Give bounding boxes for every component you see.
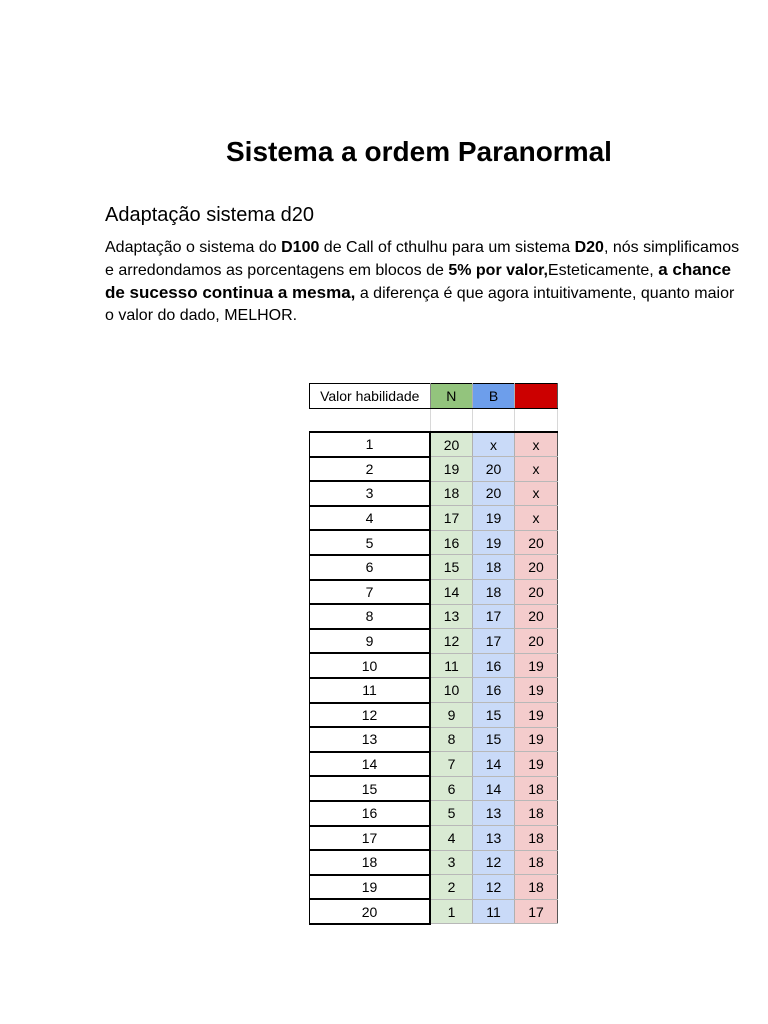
table-row [310, 703, 558, 728]
para-bold-emphasis: a chance de sucesso continua a mesma, [105, 260, 731, 302]
cell-n: 17 [430, 506, 473, 531]
cell-n: 16 [430, 530, 473, 555]
cell-n: 6 [430, 776, 473, 801]
table-row [310, 629, 558, 654]
table-row [310, 653, 558, 678]
cell-b: 15 [473, 727, 515, 752]
cell-b: 16 [473, 678, 515, 703]
header-valor-habilidade: Valor habilidade [310, 384, 431, 409]
para-bold: D100 [281, 239, 320, 256]
cell-n: 18 [430, 481, 473, 506]
cell-e: 20 [515, 604, 558, 629]
cell-valor: 3 [310, 481, 431, 506]
cell-b: 17 [473, 604, 515, 629]
cell-e: 19 [515, 752, 558, 777]
table-header-row [310, 384, 558, 409]
page-title: Sistema a ordem Paranormal [226, 136, 612, 167]
para-bold: D20 [574, 239, 604, 256]
cell-b: 18 [473, 555, 515, 580]
cell-b: 18 [473, 580, 515, 605]
cell-e: 20 [515, 629, 558, 654]
para-text: Adaptação o sistema do [105, 239, 282, 256]
table-row [310, 530, 558, 555]
cell-e: 19 [515, 727, 558, 752]
intro-paragraph [105, 237, 745, 327]
skill-table [309, 383, 558, 925]
cell-valor: 1 [310, 432, 431, 457]
cell-e: 18 [515, 826, 558, 851]
table-row [310, 875, 558, 900]
cell-valor: 2 [310, 457, 431, 482]
cell-e: 20 [515, 580, 558, 605]
table-row [310, 801, 558, 826]
cell-e: 18 [515, 850, 558, 875]
cell-e: x [515, 457, 558, 482]
table-row [310, 580, 558, 605]
table-row [310, 506, 558, 531]
table-row [310, 432, 558, 457]
cell-valor: 12 [310, 703, 431, 728]
cell-valor: 14 [310, 752, 431, 777]
cell-e: 20 [515, 555, 558, 580]
para-text: a diferença é que agora intuitivamente, quanto maior o valor do dado, MELHOR. [105, 285, 735, 324]
cell-n: 20 [430, 432, 473, 457]
cell-valor: 10 [310, 653, 431, 678]
header-e: E [515, 384, 558, 409]
cell-n: 9 [430, 703, 473, 728]
cell-b: 13 [473, 801, 515, 826]
cell-b: 14 [473, 752, 515, 777]
cell-valor: 18 [310, 850, 431, 875]
cell-n: 7 [430, 752, 473, 777]
cell-n: 2 [430, 875, 473, 900]
cell-e: 20 [515, 530, 558, 555]
table-row [310, 457, 558, 482]
cell-n: 14 [430, 580, 473, 605]
cell-e: 18 [515, 801, 558, 826]
cell-n: 3 [430, 850, 473, 875]
spacer-cell [473, 409, 515, 433]
cell-e: 19 [515, 653, 558, 678]
cell-valor: 8 [310, 604, 431, 629]
header-n: N [430, 384, 473, 409]
cell-valor: 17 [310, 826, 431, 851]
cell-b: 13 [473, 826, 515, 851]
cell-e: 18 [515, 875, 558, 900]
cell-valor: 6 [310, 555, 431, 580]
cell-e: x [515, 481, 558, 506]
cell-e: 19 [515, 678, 558, 703]
table-row [310, 826, 558, 851]
cell-valor: 15 [310, 776, 431, 801]
cell-n: 1 [430, 899, 473, 924]
cell-n: 19 [430, 457, 473, 482]
cell-n: 12 [430, 629, 473, 654]
cell-b: 12 [473, 875, 515, 900]
table-row [310, 481, 558, 506]
cell-valor: 11 [310, 678, 431, 703]
cell-e: x [515, 432, 558, 457]
para-text: , nós simplificamos e arredondamos as porcentagens em blocos de [105, 239, 740, 279]
table-row [310, 555, 558, 580]
section-heading: Adaptação sistema d20 [105, 204, 315, 226]
cell-n: 10 [430, 678, 473, 703]
cell-b: 19 [473, 506, 515, 531]
para-bold: 5% por valor, [448, 262, 548, 279]
table-row [310, 899, 558, 924]
spacer-row [310, 409, 558, 433]
cell-valor: 9 [310, 629, 431, 654]
cell-n: 13 [430, 604, 473, 629]
cell-e: 19 [515, 703, 558, 728]
cell-valor: 16 [310, 801, 431, 826]
header-b: B [473, 384, 515, 409]
cell-b: 20 [473, 457, 515, 482]
table-row [310, 604, 558, 629]
cell-n: 8 [430, 727, 473, 752]
cell-b: 19 [473, 530, 515, 555]
cell-valor: 5 [310, 530, 431, 555]
spacer-cell [430, 409, 473, 433]
cell-valor: 4 [310, 506, 431, 531]
spacer-cell [310, 409, 431, 433]
cell-b: 15 [473, 703, 515, 728]
cell-b: x [473, 432, 515, 457]
cell-b: 12 [473, 850, 515, 875]
cell-b: 11 [473, 899, 515, 924]
cell-e: 17 [515, 899, 558, 924]
table-row [310, 752, 558, 777]
cell-b: 16 [473, 653, 515, 678]
cell-n: 5 [430, 801, 473, 826]
cell-b: 17 [473, 629, 515, 654]
cell-e: 18 [515, 776, 558, 801]
cell-valor: 20 [310, 899, 431, 924]
cell-n: 4 [430, 826, 473, 851]
cell-n: 15 [430, 555, 473, 580]
cell-valor: 7 [310, 580, 431, 605]
table-row [310, 850, 558, 875]
para-text: Esteticamente, [547, 262, 659, 279]
cell-valor: 19 [310, 875, 431, 900]
cell-n: 11 [430, 653, 473, 678]
table-body [310, 409, 558, 924]
cell-valor: 13 [310, 727, 431, 752]
cell-b: 14 [473, 776, 515, 801]
table-row [310, 678, 558, 703]
cell-b: 20 [473, 481, 515, 506]
cell-e: x [515, 506, 558, 531]
table-row [310, 727, 558, 752]
spacer-cell [515, 409, 558, 433]
table-row [310, 776, 558, 801]
para-text: de Call of cthulhu para um sistema [319, 239, 575, 256]
